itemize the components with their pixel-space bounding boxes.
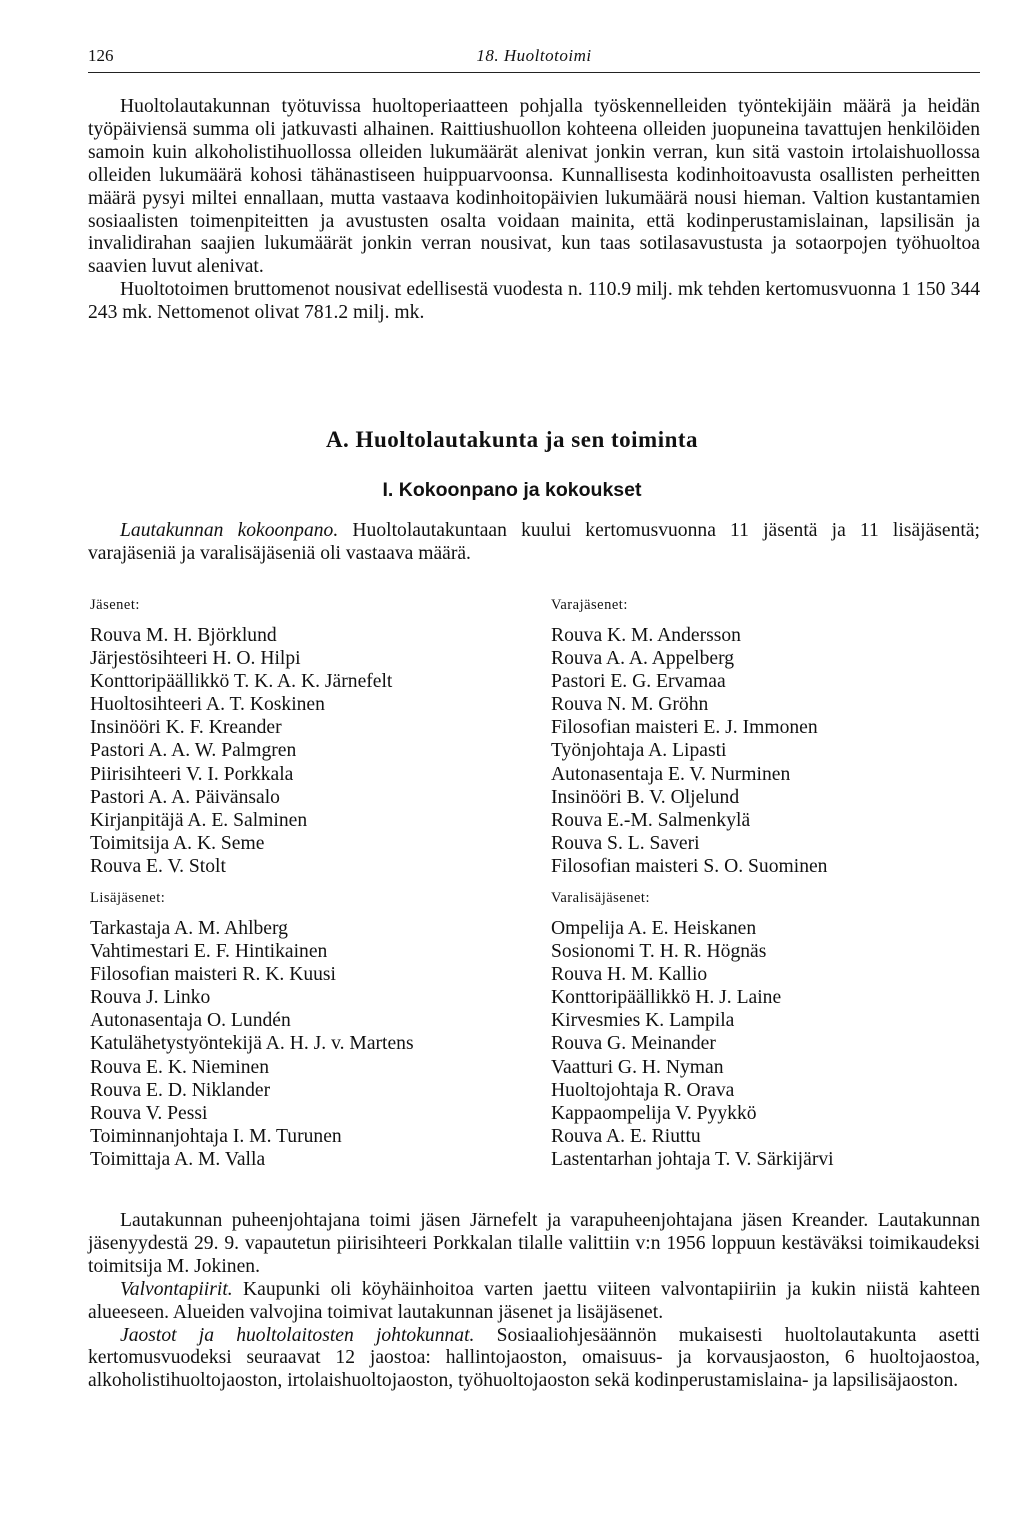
list-item: Kirjanpitäjä A. E. Salminen: [90, 809, 308, 831]
list-item: Sosionomi T. H. R. Högnäs: [551, 941, 767, 963]
extra-members-list: [90, 889, 414, 1171]
list-item: Pastori E. G. Ervamaa: [551, 671, 726, 693]
divisions-text: Sosiaaliohjesäännön mukaisesti huoltolautakunta asetti kertomusvuodeksi seuraavat 12 jaostoa: hallintojaoston, omaisuus- ja korvausjaoston, 6 huoltojaostoa, alkoholistihuoltojaoston, irtolaishuoltojaoston, työhuoltojaoston sekä kodinperustamislaina- ja lapsilisäjaoston.: [88, 1324, 980, 1392]
list-item: Vahtimestari E. F. Hintikainen: [90, 941, 328, 963]
intro-section: [88, 96, 980, 325]
list-item: Autonasentaja E. V. Nurminen: [551, 763, 791, 785]
deputies-items: [551, 624, 827, 878]
running-title: 18. Huoltotoimi: [476, 46, 592, 65]
divisions-paragraph: [88, 1325, 980, 1394]
page-header: [88, 44, 980, 73]
composition-text: Huoltolautakuntaan kuului kertomusvuonna 11 jäsentä ja 11 lisäjäsentä; varajäseniä ja varalisäjäseniä oli vastaava määrä.: [88, 520, 980, 564]
extra-deputies-items: [551, 917, 834, 1171]
expenses-paragraph: Huoltotoimen bruttomenot nousivat edellisestä vuodesta n. 110.9 milj. mk tehden kertomusvuonna 1 150 344 243 mk. Nettomenot olivat 781.2 milj. mk.: [88, 279, 980, 324]
list-item: Lastentarhan johtaja T. V. Särkijärvi: [551, 1148, 834, 1170]
list-item: Rouva G. Meinander: [551, 1033, 716, 1055]
list-item: Tarkastaja A. M. Ahlberg: [90, 918, 288, 939]
list-item: Rouva N. M. Gröhn: [551, 694, 709, 716]
divisions-lead: Jaostot ja huoltolaitosten johtokunnat.: [120, 1324, 475, 1346]
extra-members-items: [90, 917, 414, 1171]
list-item: Huoltosihteeri A. T. Koskinen: [90, 694, 325, 716]
section-title: A. Huoltolautakunta ja sen toiminta: [325, 427, 699, 452]
list-item: Insinööri K. F. Kreander: [90, 717, 282, 739]
list-item: Järjestösihteeri H. O. Hilpi: [90, 648, 301, 670]
list-item: Rouva E.-M. Salmenkylä: [551, 809, 751, 831]
extra-members-heading: Lisäjäsenet:: [90, 890, 166, 906]
list-item: Rouva A. E. Riuttu: [551, 1125, 701, 1147]
section-subtitle: I. Kokoonpano ja kokoukset: [382, 479, 642, 501]
list-item: Rouva M. H. Björklund: [90, 625, 277, 646]
composition-paragraph: [88, 520, 980, 566]
list-item: Rouva E. V. Stolt: [90, 855, 226, 877]
list-item: Rouva E. K. Nieminen: [90, 1056, 270, 1078]
chair-paragraph: Lautakunnan puheenjohtajana toimi jäsen Järnefelt ja varapuheenjohtajana jäsen Kreander. Lautakunnan jäsenyydestä 29. 9. vapautetun piirisihteeri Porkkalan tilalle valittiin v:n 1956 loppuun kestäväksi toimikaudeksi toimitsija M. Jokinen.: [88, 1210, 980, 1277]
list-item: Konttoripäällikkö T. K. A. K. Järnefelt: [90, 671, 393, 693]
members-list: [90, 596, 392, 878]
list-item: Toiminnanjohtaja I. M. Turunen: [90, 1125, 342, 1147]
closing-section: [88, 1210, 980, 1393]
districts-text: Kaupunki oli köyhäinhoitoa varten jaettu viiteen valvontapiiriin ja kukin niistä kahteen alueeseen. Alueiden valvojina toimivat lautakunnan jäsenet ja lisäjäsenet.: [88, 1278, 980, 1323]
composition-section: [88, 520, 980, 566]
list-item: Rouva J. Linko: [90, 987, 211, 1009]
list-item: Rouva K. M. Andersson: [551, 625, 741, 646]
list-item: Piirisihteeri V. I. Porkkala: [90, 763, 294, 785]
extra-deputies-list: [551, 889, 834, 1171]
list-item: Konttoripäällikkö H. J. Laine: [551, 987, 782, 1009]
list-item: Katulähetystyöntekijä A. H. J. v. Martens: [90, 1033, 414, 1055]
list-item: Insinööri B. V. Oljelund: [551, 786, 740, 808]
list-item: Huoltojohtaja R. Orava: [551, 1079, 735, 1101]
list-item: Pastori A. A. W. Palmgren: [90, 740, 297, 762]
list-item: Filosofian maisteri S. O. Suominen: [551, 855, 828, 877]
list-item: Rouva S. L. Saveri: [551, 832, 700, 854]
list-item: Työnjohtaja A. Lipasti: [551, 740, 727, 762]
list-item: Filosofian maisteri R. K. Kuusi: [90, 964, 337, 986]
list-item: Kappaompelija V. Pyykkö: [551, 1102, 757, 1124]
list-item: Ompelija A. E. Heiskanen: [551, 918, 757, 939]
list-item: Rouva H. M. Kallio: [551, 964, 708, 986]
members-heading: Jäsenet:: [90, 597, 140, 613]
deputies-list: [551, 596, 827, 878]
districts-lead: Valvontapiirit.: [120, 1278, 233, 1300]
composition-lead: Lautakunnan kokoonpano.: [120, 520, 339, 541]
list-item: Kirvesmies K. Lampila: [551, 1010, 735, 1032]
list-item: Rouva A. A. Appelberg: [551, 648, 735, 670]
list-item: Toimitsija A. K. Seme: [90, 832, 265, 854]
districts-paragraph: [88, 1279, 980, 1325]
list-item: Toimittaja A. M. Valla: [90, 1148, 266, 1170]
list-item: Autonasentaja O. Lundén: [90, 1010, 291, 1032]
list-item: Filosofian maisteri E. J. Immonen: [551, 717, 818, 739]
list-item: Pastori A. A. Päivänsalo: [90, 786, 280, 808]
page-number: 126: [88, 46, 114, 65]
list-item: Rouva E. D. Niklander: [90, 1079, 271, 1101]
deputies-heading: Varajäsenet:: [551, 597, 628, 613]
members-items: [90, 624, 392, 878]
intro-paragraph: Huoltolautakunnan työtuvissa huoltoperiaatteen pohjalla työskennelleiden työntekijäin määrä ja heidän työpäiviensä summa oli jatkuvasti alhainen. Raittiushuollon kohteena olleiden juopuneina tavattujen henkilöiden samoin kuin alkoholistihuollossa olleiden lukumäärät alenivat jonkin verran, kun sitä vastoin irtolaishuollossa olleiden lukumäärä kohosi tähänastiseen huippuarvoonsa. Kunnallisesta kodinhoitoavusta osallisten perheitten määrä pysyi miltei ennallaan, mutta vastaava kodinhoitopäivien lukumäärä nousi hieman. Valtion kustantamien sosiaalisten toimenpiteitten ja avustusten osalta voidaan mainita, että kodinperustamislainan, lapsilisän ja invalidirahan saajien lukumäärät jonkin verran nousivat, kun taas sotilasavustusta ja sotaorpojen työhuoltoa saavien luvut alenivat.: [88, 96, 980, 278]
list-item: Rouva V. Pessi: [90, 1102, 208, 1124]
extra-deputies-heading: Varalisäjäsenet:: [551, 890, 650, 906]
list-item: Vaatturi G. H. Nyman: [551, 1056, 724, 1078]
